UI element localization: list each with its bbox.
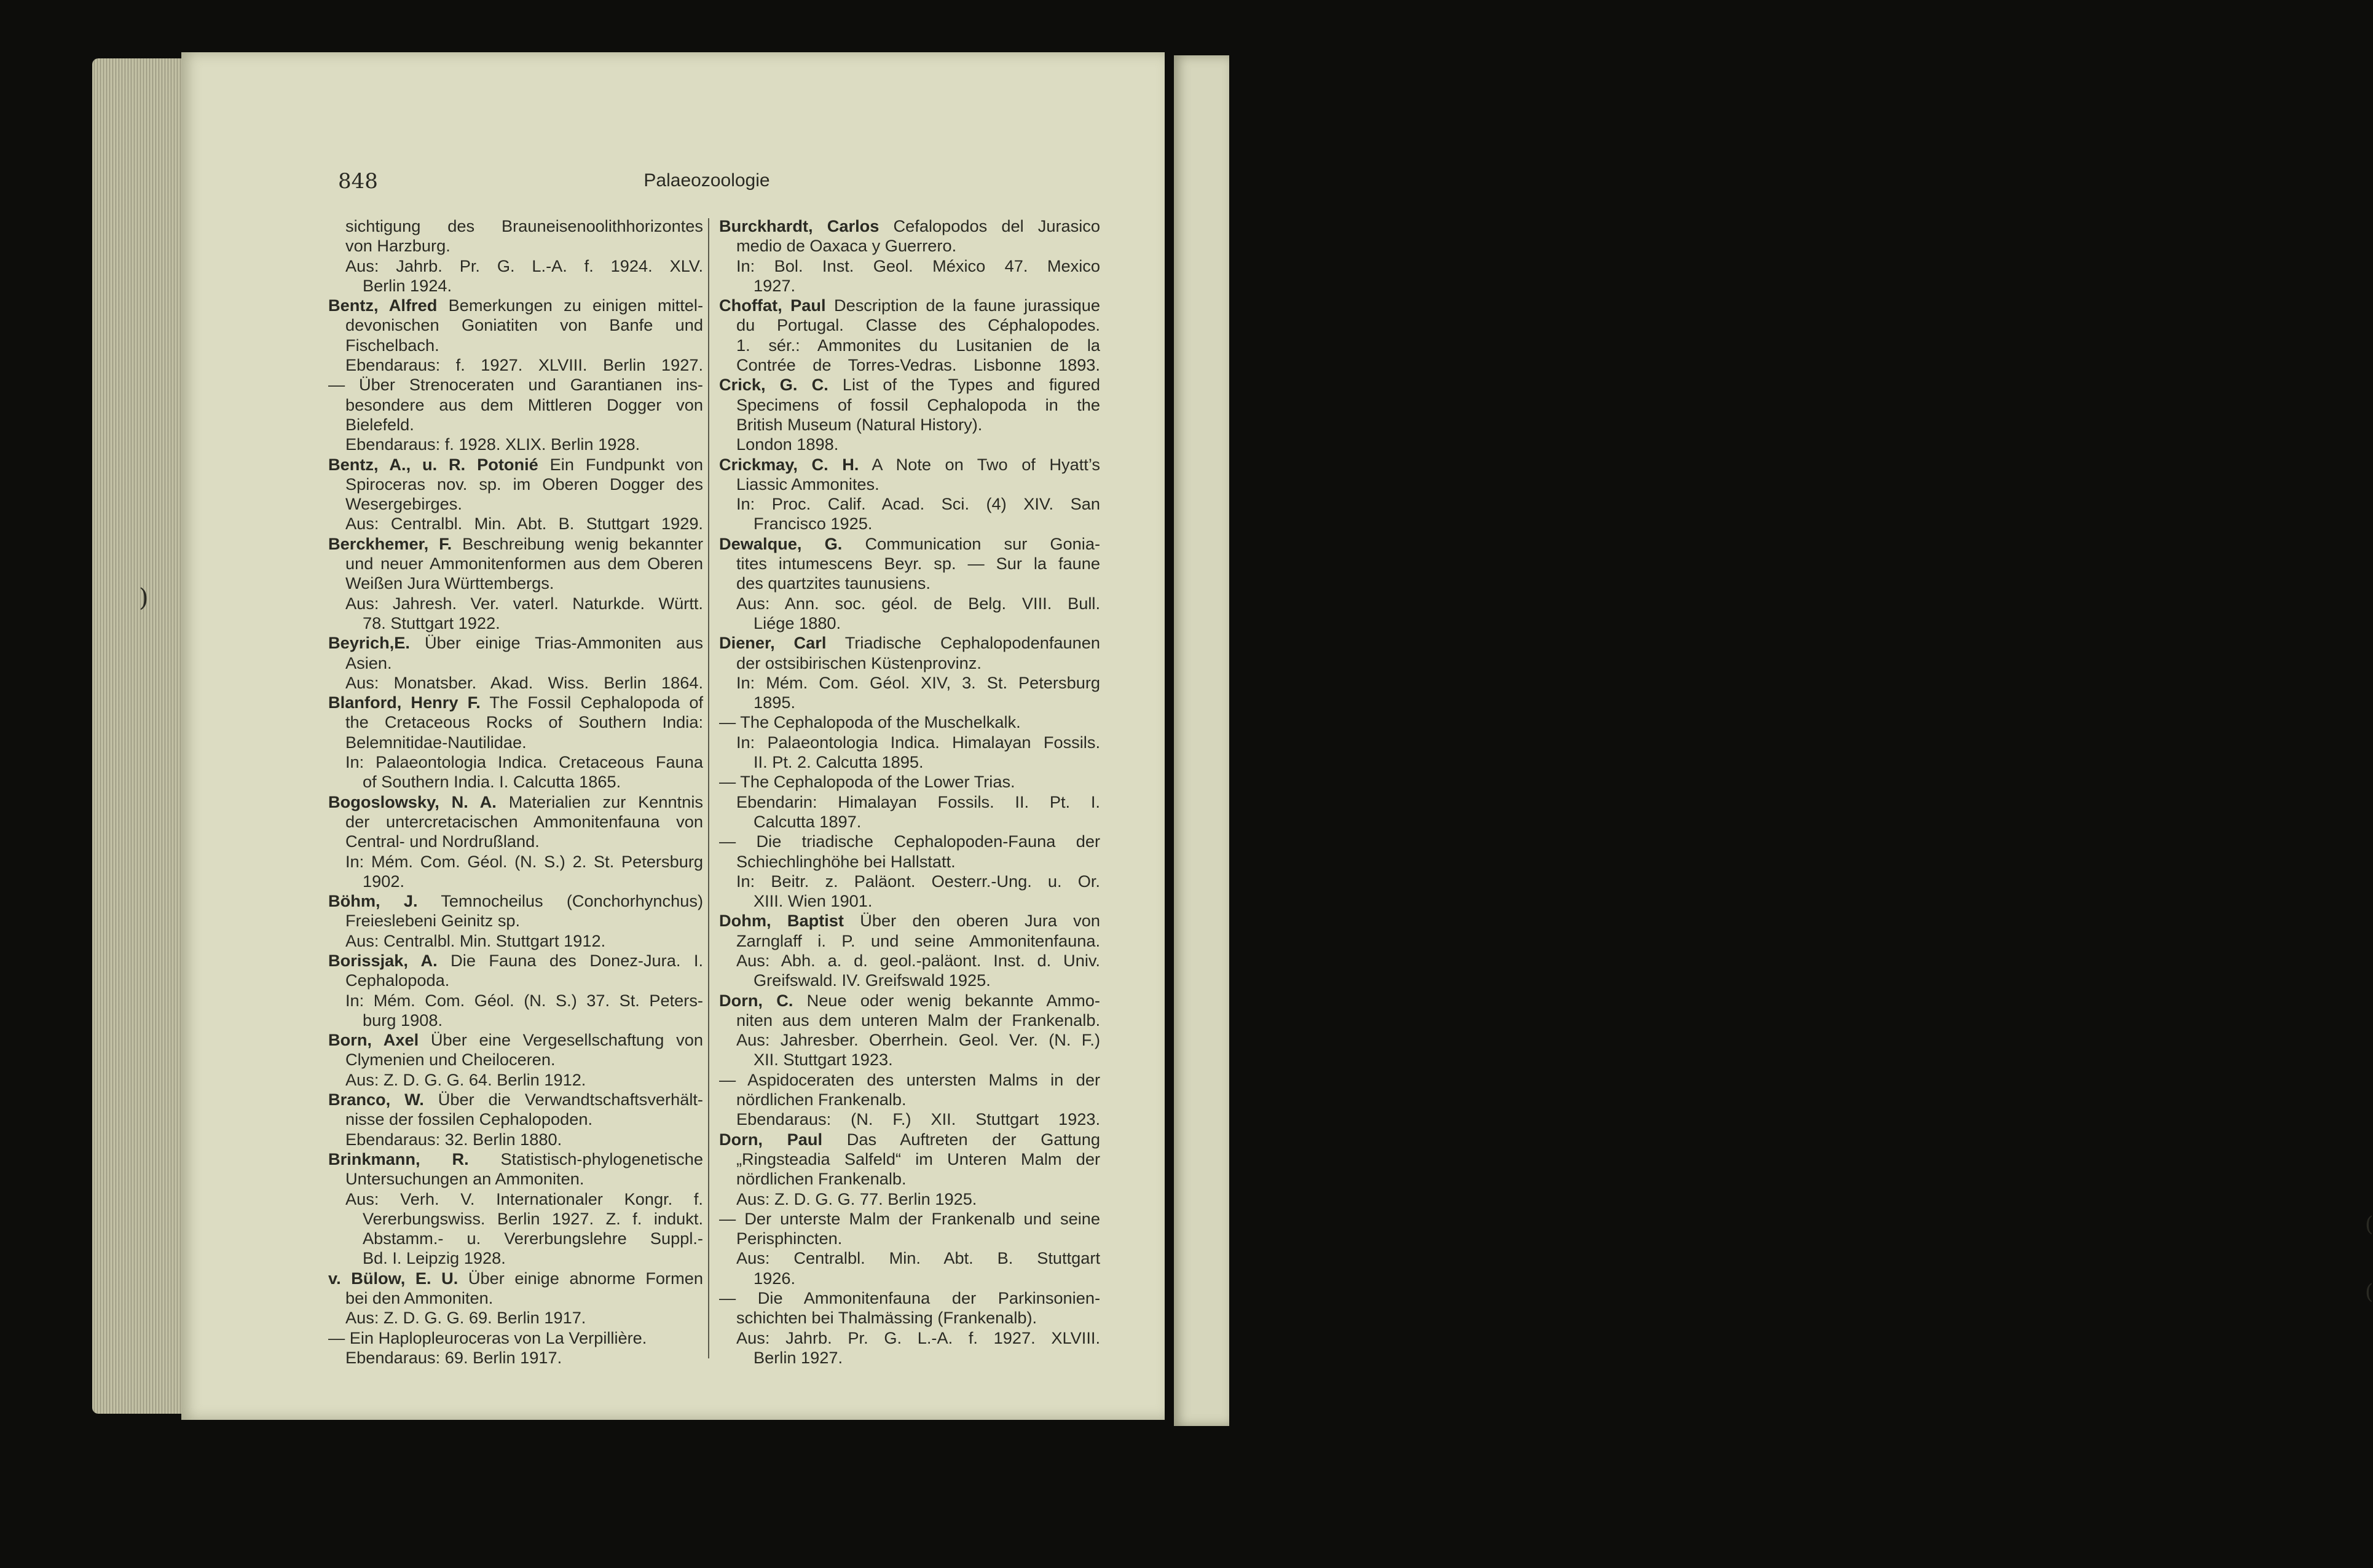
entry-text: Abstamm.- u. Vererbungslehre Suppl.- — [363, 1229, 703, 1248]
entry-line — [719, 494, 1100, 514]
entry-line — [328, 931, 703, 951]
entry-author: Dorn, Paul — [719, 1129, 823, 1149]
entry-text: burg 1908. — [363, 1010, 443, 1030]
entry-line — [719, 455, 1100, 475]
entry-text: Aus: Verh. V. Internationaler Kongr. f. — [345, 1189, 703, 1208]
entry-text: Ebendaraus: 69. Berlin 1917. — [345, 1347, 562, 1367]
entry-text: Die Fauna des Donez-Jura. I. — [451, 950, 704, 970]
entry-line — [719, 534, 1100, 554]
entry-text: Vererbungswiss. Berlin 1927. Z. f. indukt. — [363, 1208, 703, 1228]
entry-line — [328, 891, 703, 911]
entry-line — [328, 1070, 703, 1090]
entry-text: Triadische Cephalopodenfaunen — [844, 633, 1100, 653]
entry-line — [719, 216, 1100, 236]
entry-text: Calcutta 1897. — [754, 811, 862, 831]
entry-text: Ebendarin: Himalayan Fossils. II. Pt. I. — [736, 792, 1100, 811]
entry-author: Beyrich,E. — [328, 633, 410, 653]
entry-text: Das Auftreten der Gattung — [846, 1129, 1100, 1149]
running-head: Palaeozoologie — [643, 170, 770, 191]
entry-text: 1927. — [754, 275, 796, 295]
adjacent-page-mark: ( — [2365, 1280, 2373, 1304]
page-number: 848 — [338, 169, 378, 194]
entry-text: nördlichen Frankenalb. — [736, 1169, 907, 1189]
entry-author: Berckhemer, F. — [328, 534, 452, 553]
entry-line — [719, 733, 1100, 752]
entry-text: Untersuchungen an Ammoniten. — [345, 1169, 584, 1189]
entry-text: — Der unterste Malm der Frankenalb und seine — [719, 1208, 1100, 1228]
entry-text: des quartzites taunusiens. — [736, 573, 931, 593]
entry-text: Bielefeld. — [345, 414, 414, 434]
entry-line — [328, 772, 703, 792]
entry-text: Über die Verwandtschaftsverhält- — [438, 1090, 703, 1109]
entry-line — [328, 1149, 703, 1169]
entry-text: II. Pt. 2. Calcutta 1895. — [754, 752, 924, 772]
entry-text: Aus: Jahrb. Pr. G. L.-A. f. 1924. XLV. — [345, 256, 703, 275]
entry-text: London 1898. — [736, 435, 839, 454]
entry-line — [719, 872, 1100, 891]
entry-text: bei den Ammoniten. — [345, 1288, 494, 1308]
entry-text: der ostsibirischen Küstenprovinz. — [736, 653, 982, 672]
entry-line — [328, 812, 703, 832]
entry-line — [719, 653, 1100, 673]
entry-text: tites intumescens Beyr. sp. — Sur la faune — [736, 554, 1100, 573]
entry-line — [719, 1011, 1100, 1030]
entry-line — [328, 693, 703, 712]
entry-line — [719, 1030, 1100, 1050]
entry-text: Ebendaraus: (N. F.) XII. Stuttgart 1923. — [736, 1109, 1100, 1129]
entry-text: Neue oder wenig bekannte Ammo- — [806, 990, 1100, 1010]
entry-line — [719, 415, 1100, 435]
entry-line — [719, 256, 1100, 276]
entry-text: Freieslebeni Geinitz sp. — [345, 911, 521, 931]
entry-line — [719, 1109, 1100, 1129]
entry-text: Specimens of fossil Cephalopoda in the — [736, 395, 1100, 414]
entry-line — [328, 256, 703, 276]
entry-line — [328, 455, 703, 475]
entry-text: XII. Stuttgart 1923. — [754, 1050, 893, 1070]
entry-line — [719, 475, 1100, 494]
entry-line — [328, 852, 703, 872]
entry-text: — Die Ammonitenfauna der Parkinsonien- — [719, 1288, 1100, 1308]
column-divider — [708, 218, 709, 1358]
entry-text: Berlin 1924. — [363, 275, 452, 295]
entry-text: Statistisch-phylogenetische — [500, 1149, 703, 1168]
entry-text: nördlichen Frankenalb. — [736, 1090, 907, 1109]
entry-author: Böhm, J. — [328, 891, 418, 911]
entry-line — [328, 296, 703, 315]
entry-text: niten aus dem unteren Malm der Frankenalb. — [736, 1010, 1100, 1030]
entry-line — [328, 653, 703, 673]
entry-text: Berlin 1927. — [754, 1347, 843, 1367]
entry-line — [719, 395, 1100, 415]
entry-line — [328, 712, 703, 732]
entry-author: Dohm, Baptist — [719, 911, 844, 931]
entry-text: besondere aus dem Mittleren Dogger von — [345, 395, 703, 414]
entry-text: In: Palaeontologia Indica. Himalayan Fossils. — [736, 732, 1100, 752]
entry-text: schichten bei Thalmässing (Frankenalb). — [736, 1308, 1037, 1328]
entry-author: Brinkmann, R. — [328, 1149, 469, 1168]
entry-line — [719, 1130, 1100, 1149]
entry-line — [719, 752, 1100, 772]
entry-text: Aus: Z. D. G. G. 77. Berlin 1925. — [736, 1189, 977, 1208]
entry-line — [328, 1348, 703, 1368]
entry-text: A Note on Two of Hyatt’s — [872, 454, 1100, 474]
entry-line — [719, 852, 1100, 872]
entry-line — [719, 613, 1100, 633]
entry-text: Schiechlinghöhe bei Hallstatt. — [736, 851, 956, 871]
entry-text: Bemerkungen zu einigen mittel- — [448, 296, 703, 315]
entry-text: Temnocheilus (Conchorhynchus) — [441, 891, 703, 911]
entry-author: Dorn, C. — [719, 990, 793, 1010]
entry-line — [328, 494, 703, 514]
entry-line — [719, 951, 1100, 971]
entry-line — [719, 971, 1100, 990]
entry-line — [328, 872, 703, 891]
entry-text: Beschreibung wenig bekannter — [462, 534, 704, 553]
entry-author: Blanford, Henry F. — [328, 693, 481, 712]
adjacent-page-mark: ( — [2365, 1212, 2373, 1237]
entry-line — [328, 951, 703, 971]
entry-line — [328, 1169, 703, 1189]
entry-line — [328, 991, 703, 1011]
entry-author: Crick, G. C. — [719, 375, 828, 395]
entry-line — [719, 296, 1100, 315]
entry-text: Über den oberen Jura von — [860, 911, 1100, 931]
entry-text: 1895. — [754, 693, 796, 712]
entry-line — [328, 415, 703, 435]
entry-text: — Aspidoceraten des untersten Malms in der — [719, 1070, 1100, 1089]
entry-line — [328, 1209, 703, 1229]
entry-text: In: Mém. Com. Géol. (N. S.) 37. St. Peters- — [345, 990, 703, 1010]
entry-line — [719, 832, 1100, 851]
entry-text: Aus: Z. D. G. G. 64. Berlin 1912. — [345, 1070, 586, 1089]
entry-text: Francisco 1925. — [754, 514, 873, 534]
entry-line — [719, 1269, 1100, 1288]
entry-line — [719, 375, 1100, 395]
entry-text: Über einige Trias-Ammoniten aus — [425, 633, 703, 653]
entry-line — [328, 1109, 703, 1129]
entry-text: List of the Types and figured — [842, 375, 1100, 395]
entry-line — [719, 1308, 1100, 1328]
entry-text: Ebendaraus: f. 1928. XLIX. Berlin 1928. — [345, 435, 640, 454]
entry-text: nisse der fossilen Cephalopoden. — [345, 1109, 593, 1129]
entry-text: The Fossil Cephalopoda of — [489, 693, 704, 712]
right-column — [719, 216, 1100, 1368]
entry-line — [328, 1269, 703, 1288]
entry-text: sichtigung des Brauneisenoolithhorizontes — [345, 216, 703, 235]
entry-text: In: Beitr. z. Paläont. Oesterr.-Ung. u. Or. — [736, 871, 1100, 891]
entry-author: Choffat, Paul — [719, 296, 826, 315]
entry-line — [328, 573, 703, 593]
entry-text: Aus: Jahresber. Oberrhein. Geol. Ver. (N. F.) — [736, 1030, 1100, 1050]
entry-line — [719, 1070, 1100, 1090]
entry-text: In: Mém. Com. Géol. XIV, 3. St. Petersburg — [736, 672, 1100, 692]
entry-line — [328, 1030, 703, 1050]
entry-line — [328, 1328, 703, 1348]
entry-text: der untercretacischen Ammonitenfauna von — [345, 811, 703, 831]
entry-text: — The Cephalopoda of the Lower Trias. — [719, 772, 1015, 792]
entry-text: Liassic Ammonites. — [736, 474, 880, 494]
entry-text: Ebendaraus: 32. Berlin 1880. — [345, 1129, 562, 1149]
entry-line — [719, 931, 1100, 951]
entry-text: Contrée de Torres-Vedras. Lisbonne 1893. — [736, 355, 1100, 375]
entry-text: Perisphincten. — [736, 1229, 843, 1248]
entry-author: v. Bülow, E. U. — [328, 1268, 458, 1288]
adjacent-page — [1174, 55, 2373, 1426]
entry-line — [719, 336, 1100, 355]
margin-mark: ) — [139, 584, 149, 612]
entry-line — [719, 772, 1100, 792]
entry-text: Aus: Centralbl. Min. Stuttgart 1912. — [345, 931, 606, 950]
entry-text: Cephalopoda. — [345, 971, 450, 990]
entry-text: Bd. I. Leipzig 1928. — [363, 1248, 506, 1268]
entry-text: „Ringsteadia Salfeld“ im Unteren Malm der — [736, 1149, 1100, 1168]
left-column — [328, 216, 703, 1368]
entry-line — [328, 971, 703, 990]
entry-text: Über einige abnorme Formen — [468, 1268, 703, 1288]
entry-line — [328, 1308, 703, 1328]
entry-line — [328, 752, 703, 772]
entry-text: XIII. Wien 1901. — [754, 891, 873, 911]
entry-author: Crickmay, C. H. — [719, 454, 859, 474]
entry-text: In: Bol. Inst. Geol. México 47. Mexico — [736, 256, 1100, 275]
entry-author: Branco, W. — [328, 1090, 424, 1109]
entry-line — [328, 673, 703, 693]
entry-author: Bentz, Alfred — [328, 296, 438, 315]
entry-text: — The Cephalopoda of the Muschelkalk. — [719, 712, 1021, 732]
entry-line — [328, 315, 703, 335]
entry-text: In: Palaeontologia Indica. Cretaceous Fauna — [345, 752, 703, 772]
entry-line — [719, 1229, 1100, 1248]
entry-text: Central- und Nordrußland. — [345, 832, 540, 851]
entry-line — [328, 475, 703, 494]
entry-line — [719, 315, 1100, 335]
entry-line — [328, 733, 703, 752]
entry-line — [719, 1209, 1100, 1229]
entry-line — [328, 1248, 703, 1268]
book-page-edges — [92, 58, 191, 1414]
entry-text: 1926. — [754, 1268, 796, 1288]
entry-text: devonischen Goniatiten von Banfe und — [345, 315, 703, 335]
entry-line — [719, 991, 1100, 1011]
entry-text: Über eine Vergesellschaftung von — [430, 1030, 703, 1050]
entry-author: Born, Axel — [328, 1030, 419, 1050]
entry-line — [719, 435, 1100, 454]
entry-text: Spiroceras nov. sp. im Oberen Dogger des — [345, 474, 703, 494]
entry-line — [328, 1050, 703, 1070]
entry-text: Greifswald. IV. Greifswald 1925. — [754, 971, 991, 990]
entry-line — [719, 554, 1100, 573]
entry-text: und neuer Ammonitenformen aus dem Oberen — [345, 554, 703, 573]
entry-text: — Ein Haplopleuroceras von La Verpillière. — [328, 1328, 647, 1347]
entry-line — [719, 712, 1100, 732]
entry-text: Weißen Jura Württembergs. — [345, 573, 554, 593]
entry-text: Communication sur Gonia- — [865, 534, 1101, 553]
entry-author: Burckhardt, Carlos — [719, 216, 880, 235]
entry-author: Dewalque, G. — [719, 534, 843, 553]
entry-text: Clymenien und Cheiloceren. — [345, 1050, 556, 1070]
entry-text: Ein Fundpunkt von — [549, 454, 703, 474]
entry-line — [719, 1169, 1100, 1189]
entry-line — [719, 891, 1100, 911]
entry-line — [719, 236, 1100, 256]
entry-text: von Harzburg. — [345, 236, 451, 256]
entry-line — [328, 554, 703, 573]
entry-line — [328, 355, 703, 375]
entry-text: British Museum (Natural History). — [736, 414, 983, 434]
entry-text: the Cretaceous Rocks of Southern India: — [345, 712, 703, 732]
entry-line — [719, 1149, 1100, 1169]
entry-line — [328, 1011, 703, 1030]
entry-line — [328, 1229, 703, 1248]
entry-line — [328, 633, 703, 653]
entry-text: Aus: Abh. a. d. geol.-paläont. Inst. d. Univ. — [736, 950, 1100, 970]
entry-text: In: Mém. Com. Géol. (N. S.) 2. St. Petersburg — [345, 851, 703, 871]
entry-line — [719, 355, 1100, 375]
entry-line — [328, 1090, 703, 1109]
entry-text: Cefalopodos del Jurasico — [893, 216, 1100, 235]
entry-text: Aus: Monatsber. Akad. Wiss. Berlin 1864. — [345, 672, 703, 692]
entry-line — [719, 911, 1100, 931]
entry-line — [719, 276, 1100, 296]
entry-line — [328, 1288, 703, 1308]
entry-line — [328, 1189, 703, 1209]
entry-line — [719, 673, 1100, 693]
entry-text: Aus: Z. D. G. G. 69. Berlin 1917. — [345, 1308, 586, 1328]
entry-line — [328, 435, 703, 454]
entry-line — [719, 1328, 1100, 1348]
entry-text: Materialien zur Kenntnis — [508, 792, 703, 811]
entry-line — [328, 395, 703, 415]
entry-text: Description de la faune jurassique — [833, 296, 1100, 315]
entry-line — [719, 633, 1100, 653]
entry-author: Diener, Carl — [719, 633, 827, 653]
entry-line — [719, 1288, 1100, 1308]
entry-text: In: Proc. Calif. Acad. Sci. (4) XIV. San — [736, 494, 1100, 514]
entry-line — [328, 792, 703, 812]
entry-text: du Portugal. Classe des Céphalopodes. — [736, 315, 1100, 335]
entry-text: 1902. — [363, 871, 405, 891]
entry-line — [328, 534, 703, 554]
entry-text: Zarnglaff i. P. und seine Ammonitenfauna. — [736, 931, 1100, 950]
entry-line — [328, 375, 703, 395]
entry-line — [719, 573, 1100, 593]
entry-line — [719, 1248, 1100, 1268]
entry-text: Fischelbach. — [345, 335, 439, 355]
entry-text: — Die triadische Cephalopoden-Fauna der — [719, 832, 1100, 851]
entry-text: medio de Oaxaca y Guerrero. — [736, 236, 957, 256]
entry-text: Aus: Ann. soc. géol. de Belg. VIII. Bull. — [736, 593, 1100, 613]
entry-text: — Über Strenoceraten und Garantianen ins- — [328, 375, 703, 395]
entry-author: Bentz, A., u. R. Potonié — [328, 454, 538, 474]
entry-line — [719, 594, 1100, 613]
entry-author: Bogoslowsky, N. A. — [328, 792, 497, 811]
entry-text: Aus: Jahrb. Pr. G. L.-A. f. 1927. XLVIII. — [736, 1328, 1100, 1347]
entry-line — [719, 1189, 1100, 1209]
entry-text: Asien. — [345, 653, 392, 672]
entry-text: Wesergebirges. — [345, 494, 462, 514]
entry-line — [328, 336, 703, 355]
entry-line — [328, 276, 703, 296]
entry-line — [328, 911, 703, 931]
entry-line — [328, 236, 703, 256]
entry-text: 78. Stuttgart 1922. — [363, 613, 500, 632]
entry-text: Aus: Centralbl. Min. Abt. B. Stuttgart 1929. — [345, 514, 703, 534]
entry-line — [719, 514, 1100, 534]
entry-line — [719, 1090, 1100, 1109]
entry-text: of Southern India. I. Calcutta 1865. — [363, 772, 621, 792]
entry-line — [328, 832, 703, 851]
entry-text: Liége 1880. — [754, 613, 841, 632]
entry-line — [328, 594, 703, 613]
entry-line — [719, 812, 1100, 832]
entry-line — [719, 1348, 1100, 1368]
entry-text: Belemnitidae-Nautilidae. — [345, 732, 527, 752]
entry-line — [328, 613, 703, 633]
entry-text: 1. sér.: Ammonites du Lusitanien de la — [736, 335, 1100, 355]
entry-line — [328, 514, 703, 534]
entry-text: Aus: Centralbl. Min. Abt. B. Stuttgart — [736, 1248, 1100, 1268]
entry-line — [719, 693, 1100, 712]
entry-text: Ebendaraus: f. 1927. XLVIII. Berlin 1927. — [345, 355, 703, 375]
entry-author: Borissjak, A. — [328, 950, 438, 970]
entry-line — [719, 792, 1100, 812]
entry-line — [719, 1050, 1100, 1070]
entry-line — [328, 216, 703, 236]
entry-text: Aus: Jahresh. Ver. vaterl. Naturkde. Württ. — [345, 593, 703, 613]
entry-line — [328, 1130, 703, 1149]
